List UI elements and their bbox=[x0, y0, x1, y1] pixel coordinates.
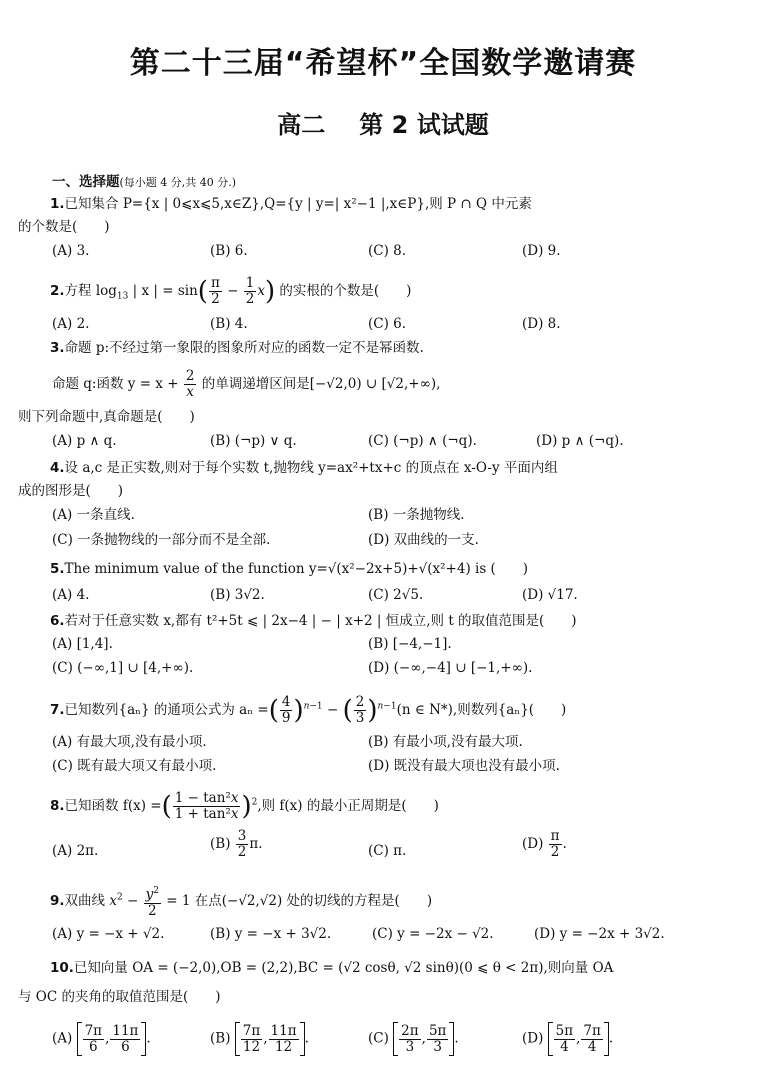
exam-round-label: 第 2 试试题 bbox=[359, 111, 489, 139]
q3-option-a: (A) p ∧ q. bbox=[52, 433, 117, 449]
q9-fraction-y2-2: $\frac{y^2}{2}$ bbox=[145, 886, 159, 919]
q4-option-b: (B) 一条抛物线. bbox=[368, 507, 465, 523]
q9-number: 9. bbox=[50, 892, 65, 909]
q8-option-c: (C) π. bbox=[368, 843, 407, 859]
q6-option-c: (C) (−∞,1] ∪ [4,+∞). bbox=[52, 660, 194, 676]
q5-option-b: (B) 3√2. bbox=[210, 587, 265, 603]
q10-stem: 10.已知向量 OA = (−2,0),OB = (2,2),BC = (√2 cosθ, √2 sinθ)(0 ⩽ θ < 2π),则向量 OA bbox=[50, 960, 614, 976]
q8-stem: 8.已知函数 f(x) =( $\frac{\text{1 − tan²x}}{\text{1 + tan²x}}$ )$^2$,则 f(x) 的最小正周期是( ) bbox=[50, 790, 439, 822]
q3-stem: 3.命题 p:不经过第一象限的图象所对应的函数一定不是幂函数. bbox=[50, 340, 424, 356]
q5-stem: 5.The minimum value of the function y=√(x²−2x+5)+√(x²+4) is ( ) bbox=[50, 561, 529, 577]
q8-option-a: (A) 2π. bbox=[52, 843, 99, 859]
q3-stem-cont: 则下列命题中,真命题是( ) bbox=[18, 409, 195, 425]
exam-subtitle bbox=[0, 105, 766, 140]
q6-option-a: (A) [1,4]. bbox=[52, 636, 113, 652]
q1-option-d: (D) 9. bbox=[522, 243, 561, 259]
q10-option-c: (C) $\frac{2\pi}{3}$ , $\frac{5\pi}{3}$ . bbox=[368, 1022, 459, 1055]
q7-fraction-4-9: $\frac{4}{9}$ bbox=[281, 694, 291, 726]
q8-number: 8. bbox=[50, 798, 65, 814]
q6-option-d: (D) (−∞,−4] ∪ [−1,+∞). bbox=[368, 660, 533, 676]
q1-stem bbox=[50, 194, 532, 214]
section-heading: 一、选择题(每小题 4 分,共 40 分.) bbox=[52, 174, 237, 190]
q7-number: 7. bbox=[50, 702, 65, 718]
q4-stem: 4.设 a,c 是正实数,则对于每个实数 t,抛物线 y=ax²+tx+c 的顶点在 x-O-y 平面内组 bbox=[50, 460, 558, 476]
q10-option-d: (D) $\frac{5\pi}{4}$ , $\frac{7\pi}{4}$ . bbox=[522, 1022, 614, 1055]
q5-option-c: (C) 2√5. bbox=[368, 587, 424, 603]
q3-option-d: (D) p ∧ (¬q). bbox=[536, 433, 624, 449]
q10-option-a: (A) $\frac{7\pi}{6}$ , $\frac{11\pi}{6}$ . bbox=[52, 1022, 151, 1055]
q8-option-b: (B) $\frac{3}{2}$ π. bbox=[210, 828, 263, 860]
q5-option-a: (A) 4. bbox=[52, 587, 90, 603]
q3-fraction-2-x: $\frac{2}{x}$ bbox=[185, 368, 195, 400]
q10-stem-cont: 与 OC 的夹角的取值范围是( ) bbox=[18, 989, 221, 1005]
q3-number: 3. bbox=[50, 340, 65, 356]
q1-option-a: (A) 3. bbox=[52, 243, 90, 259]
q1-stem-cont: 的个数是( ) bbox=[18, 219, 110, 235]
q2-log-base: 13 bbox=[116, 291, 129, 302]
q2-option-c: (C) 6. bbox=[368, 316, 407, 332]
q2-option-b: (B) 4. bbox=[210, 316, 248, 332]
grade-label: 高二 bbox=[277, 111, 326, 139]
q2-option-a: (A) 2. bbox=[52, 316, 90, 332]
exam-title: 第二十三届“希望杯”全国数学邀请赛 bbox=[129, 46, 637, 81]
q4-number: 4. bbox=[50, 460, 65, 476]
q4-option-c: (C) 一条抛物线的一部分而不是全部. bbox=[52, 532, 271, 548]
q8-option-d: (D) $\frac{\pi}{2}$ . bbox=[522, 828, 567, 860]
q3-option-b: (B) (¬p) ∨ q. bbox=[210, 433, 297, 449]
q3-proposition-q: 命题 q:函数 y = x + $\frac{2}{x}$ 的单调递增区间是[−√2,0) ∪ [√2,+∞), bbox=[52, 368, 441, 400]
q2-fraction-pi-2: $\frac{\pi}{2}$ bbox=[210, 275, 220, 307]
q1-number: 1. bbox=[50, 196, 65, 212]
q7-option-c: (C) 既有最大项又有最小项. bbox=[52, 758, 217, 774]
q2-number: 2. bbox=[50, 283, 65, 299]
q8-fraction-tan: $\frac{\text{1 − tan²x}}{\text{1 + tan²x}}$ bbox=[174, 790, 239, 822]
section-note: (每小题 4 分,共 40 分.) bbox=[119, 176, 237, 189]
q7-option-b: (B) 有最小项,没有最大项. bbox=[368, 734, 523, 750]
q9-option-d: (D) y = −2x + 3√2. bbox=[534, 926, 665, 942]
q7-fraction-2-3: $\frac{2}{3}$ bbox=[355, 694, 365, 726]
q10-number: 10. bbox=[50, 960, 74, 976]
q10-option-b: (B) $\frac{7\pi}{12}$ , $\frac{11\pi}{12}$ . bbox=[210, 1022, 309, 1055]
q2-option-d: (D) 8. bbox=[522, 316, 561, 332]
q2-stem: 2.方程 $\log_{13}$ | x | = sin( $\frac{\pi}{2}$ − $\frac{1}{2}$ x) 的实根的个数是( ) bbox=[50, 275, 412, 307]
q9-option-c: (C) y = −2x − √2. bbox=[372, 926, 494, 942]
q7-stem: 7.已知数列{aₙ} 的通项公式为 aₙ =( $\frac{4}{9}$ )$^{n-1}$ − ( $\frac{2}{3}$ )$^{n-1}$(n ∈ N*),则数列{aₙ}( ) bbox=[50, 694, 567, 726]
q4-option-d: (D) 双曲线的一支. bbox=[368, 532, 479, 548]
q6-number: 6. bbox=[50, 613, 65, 629]
q10-options bbox=[52, 1022, 752, 1062]
q9-option-b: (B) y = −x + 3√2. bbox=[210, 926, 332, 942]
q9-stem: 9.双曲线 $x^2$ − $\frac{y^2}{2}$ = 1 在点(−√2,√2) 处的切线的方程是( ) bbox=[50, 886, 433, 919]
q5-option-d: (D) √17. bbox=[522, 587, 578, 603]
q2-fraction-1-2: $\frac{1}{2}$ bbox=[245, 275, 255, 307]
q1-option-b: (B) 6. bbox=[210, 243, 248, 259]
q1-text: 已知集合 P={x | 0⩽x⩽5,x∈Z},Q={y | y=| x²−1 |,x∈P},则 P ∩ Q 中元素 bbox=[64, 196, 532, 212]
q6-option-b: (B) [−4,−1]. bbox=[368, 636, 452, 652]
q1-option-c: (C) 8. bbox=[368, 243, 407, 259]
q7-option-a: (A) 有最大项,没有最小项. bbox=[52, 734, 207, 750]
q4-stem-cont: 成的图形是( ) bbox=[18, 483, 124, 499]
q7-option-d: (D) 既没有最大项也没有最小项. bbox=[368, 758, 560, 774]
q5-number: 5. bbox=[50, 561, 65, 577]
q3-option-c: (C) (¬p) ∧ (¬q). bbox=[368, 433, 477, 449]
q9-option-a: (A) y = −x + √2. bbox=[52, 926, 165, 942]
q6-stem: 6.若对于任意实数 x,都有 t²+5t ⩽ | 2x−4 | − | x+2 | 恒成立,则 t 的取值范围是( ) bbox=[50, 613, 577, 629]
q4-option-a: (A) 一条直线. bbox=[52, 507, 135, 523]
